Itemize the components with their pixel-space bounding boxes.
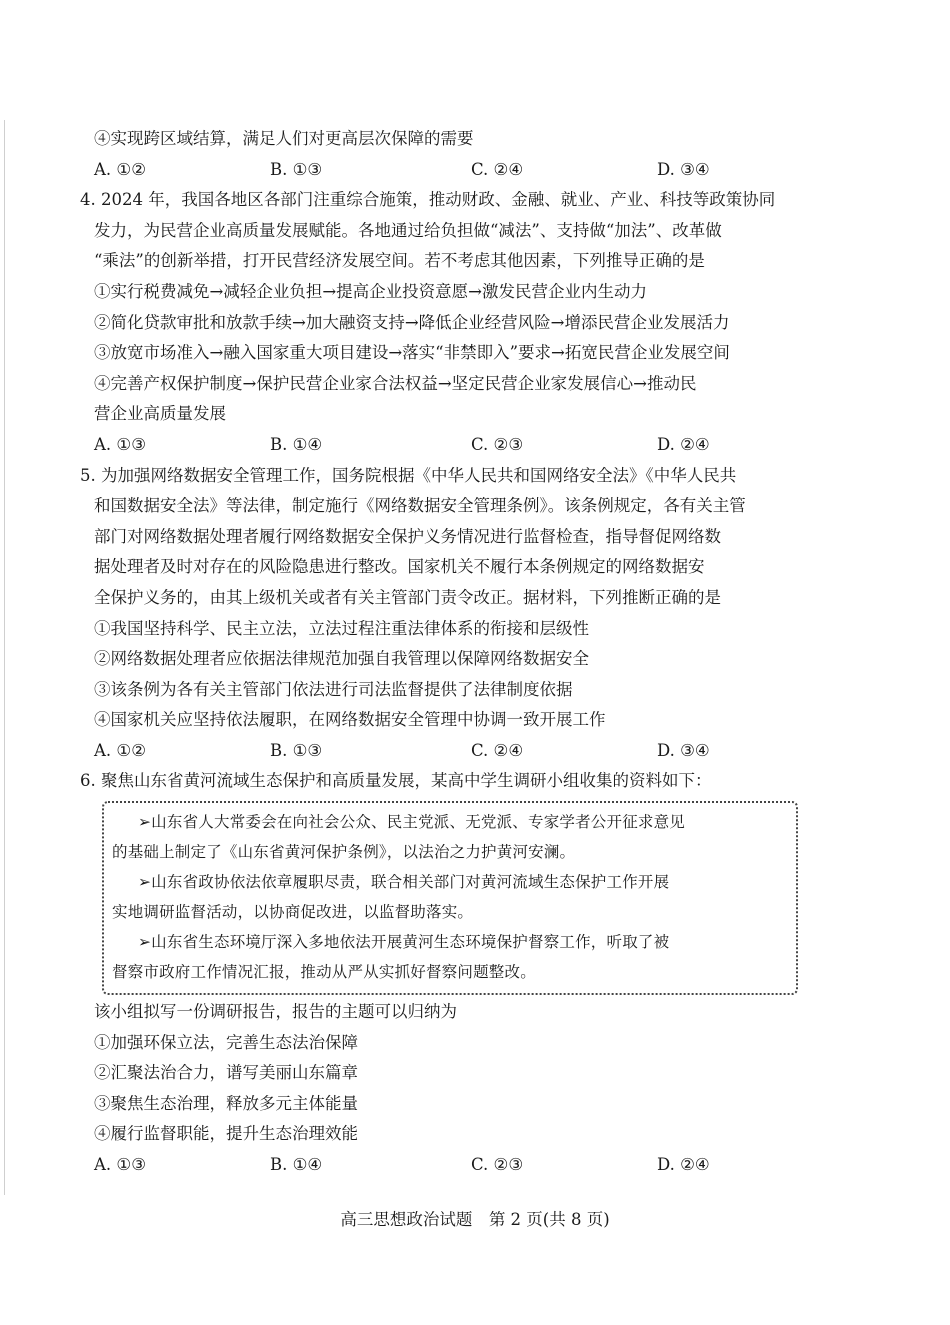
q6-item-2: ②汇聚法治合力，谱写美丽山东篇章	[94, 1063, 358, 1083]
q4-option-b: B. ①④	[270, 434, 323, 454]
q3-option-b: B. ①③	[270, 159, 323, 179]
q4-item-3: ③放宽市场准入→融入国家重大项目建设→落实“非禁即入”要求→拓宽民营企业发展空间	[94, 343, 730, 363]
q6-option-d: D. ②④	[657, 1155, 710, 1175]
q4-item-1: ①实行税费减免→减轻企业负担→提高企业投资意愿→激发民营企业内生动力	[94, 281, 647, 301]
q6-stem: 6. 聚焦山东省黄河流域生态保护和高质量发展，某高中学生调研小组收集的资料如下：	[80, 771, 712, 791]
q5-item-3: ③该条例为各有关主管部门依法进行司法监督提供了法律制度依据	[94, 679, 573, 699]
exam-page-content	[80, 124, 794, 1181]
q5-stem-line-2: 和国数据安全法》等法律，制定施行《网络数据安全管理条例》。该条例规定，各有关主管	[94, 496, 746, 516]
q3-item-4: ④实现跨区域结算，满足人们对更高层次保障的需要	[94, 129, 474, 148]
q3-option-c: C. ②④	[471, 159, 524, 179]
q6-item-1: ①加强环保立法，完善生态法治保障	[94, 1032, 358, 1052]
q5-options	[94, 736, 794, 767]
q4-item-2: ②简化贷款审批和放款手续→加大融资支持→降低企业经营风险→增添民营企业发展活力	[94, 312, 730, 332]
q6-option-b: B. ①④	[270, 1155, 323, 1175]
q6-material-box	[102, 801, 798, 995]
q6-material-line-5: ➢山东省生态环境厅深入多地依法开展黄河生态环境保护督察工作，听取了被	[138, 933, 670, 952]
q4-stem-line-2: 发力，为民营企业高质量发展赋能。各地通过给负担做“减法”、支持做“加法”、改革做	[94, 220, 722, 240]
q3-options	[94, 155, 794, 186]
q5-stem-line-4: 据处理者及时对存在的风险隐患进行整改。国家机关不履行本条例规定的网络数据安	[94, 557, 705, 577]
q3-option-d: D. ③④	[657, 159, 710, 179]
q5-item-1: ①我国坚持科学、民主立法，立法过程注重法律体系的衔接和层级性	[94, 618, 589, 638]
q5-option-d: D. ③④	[657, 740, 710, 760]
q5-option-b: B. ①③	[270, 740, 323, 760]
q4-stem-line-3: “乘法”的创新举措，打开民营经济发展空间。若不考虑其他因素，下列推导正确的是	[94, 251, 705, 271]
q6-item-3: ③聚焦生态治理，释放多元主体能量	[94, 1093, 358, 1113]
q5-option-a: A. ①②	[94, 740, 146, 760]
q4-option-d: D. ②④	[657, 434, 710, 454]
q6-question: 该小组拟写一份调研报告，报告的主题可以归纳为	[94, 1002, 457, 1022]
q6-material-line-2: 的基础上制定了《山东省黄河保护条例》，以法治之力护黄河安澜。	[112, 843, 576, 862]
q5-option-c: C. ②④	[471, 740, 524, 760]
q6-material-line-6: 督察市政府工作情况汇报，推动从严从实抓好督察问题整改。	[112, 963, 536, 982]
q3-option-a: A. ①②	[94, 159, 146, 179]
q5-stem-line-1: 5. 为加强网络数据安全管理工作，国务院根据《中华人民共和国网络安全法》《中华人民共	[80, 465, 737, 485]
q5-item-2: ②网络数据处理者应依据法律规范加强自我管理以保障网络数据安全	[94, 649, 589, 669]
q4-options	[94, 430, 794, 461]
q6-item-4: ④履行监督职能，提升生态治理效能	[94, 1124, 358, 1144]
q6-material-line-1: ➢山东省人大常委会在向社会公众、民主党派、无党派、专家学者公开征求意见	[138, 813, 685, 832]
q6-option-a: A. ①③	[94, 1155, 146, 1175]
q5-item-4: ④国家机关应坚持依法履职，在网络数据安全管理中协调一致开展工作	[94, 710, 606, 730]
q4-item-4-cont: 营企业高质量发展	[94, 404, 226, 424]
page-edge-line	[4, 120, 5, 1195]
q6-option-c: C. ②③	[471, 1155, 524, 1175]
q6-material-line-3: ➢山东省政协依法依章履职尽责，联合相关部门对黄河流域生态保护工作开展	[138, 873, 670, 892]
q6-options	[94, 1150, 794, 1181]
q4-option-c: C. ②③	[471, 434, 524, 454]
page-footer: 高三思想政治试题 第 2 页(共 8 页)	[340, 1210, 610, 1229]
q5-stem-line-5: 全保护义务的，由其上级机关或者有关主管部门责令改正。据材料，下列推断正确的是	[94, 587, 721, 607]
q5-stem-line-3: 部门对网络数据处理者履行网络数据安全保护义务情况进行监督检查，指导督促网络数	[94, 526, 721, 546]
q4-option-a: A. ①③	[94, 434, 146, 454]
q6-material-line-4: 实地调研监督活动，以协商促改进，以监督助落实。	[112, 903, 474, 922]
q4-stem-line-1: 4. 2024 年，我国各地区各部门注重综合施策，推动财政、金融、就业、产业、科技等政策协同	[80, 190, 776, 210]
q4-item-4: ④完善产权保护制度→保护民营企业家合法权益→坚定民营企业家发展信心→推动民	[94, 373, 697, 393]
